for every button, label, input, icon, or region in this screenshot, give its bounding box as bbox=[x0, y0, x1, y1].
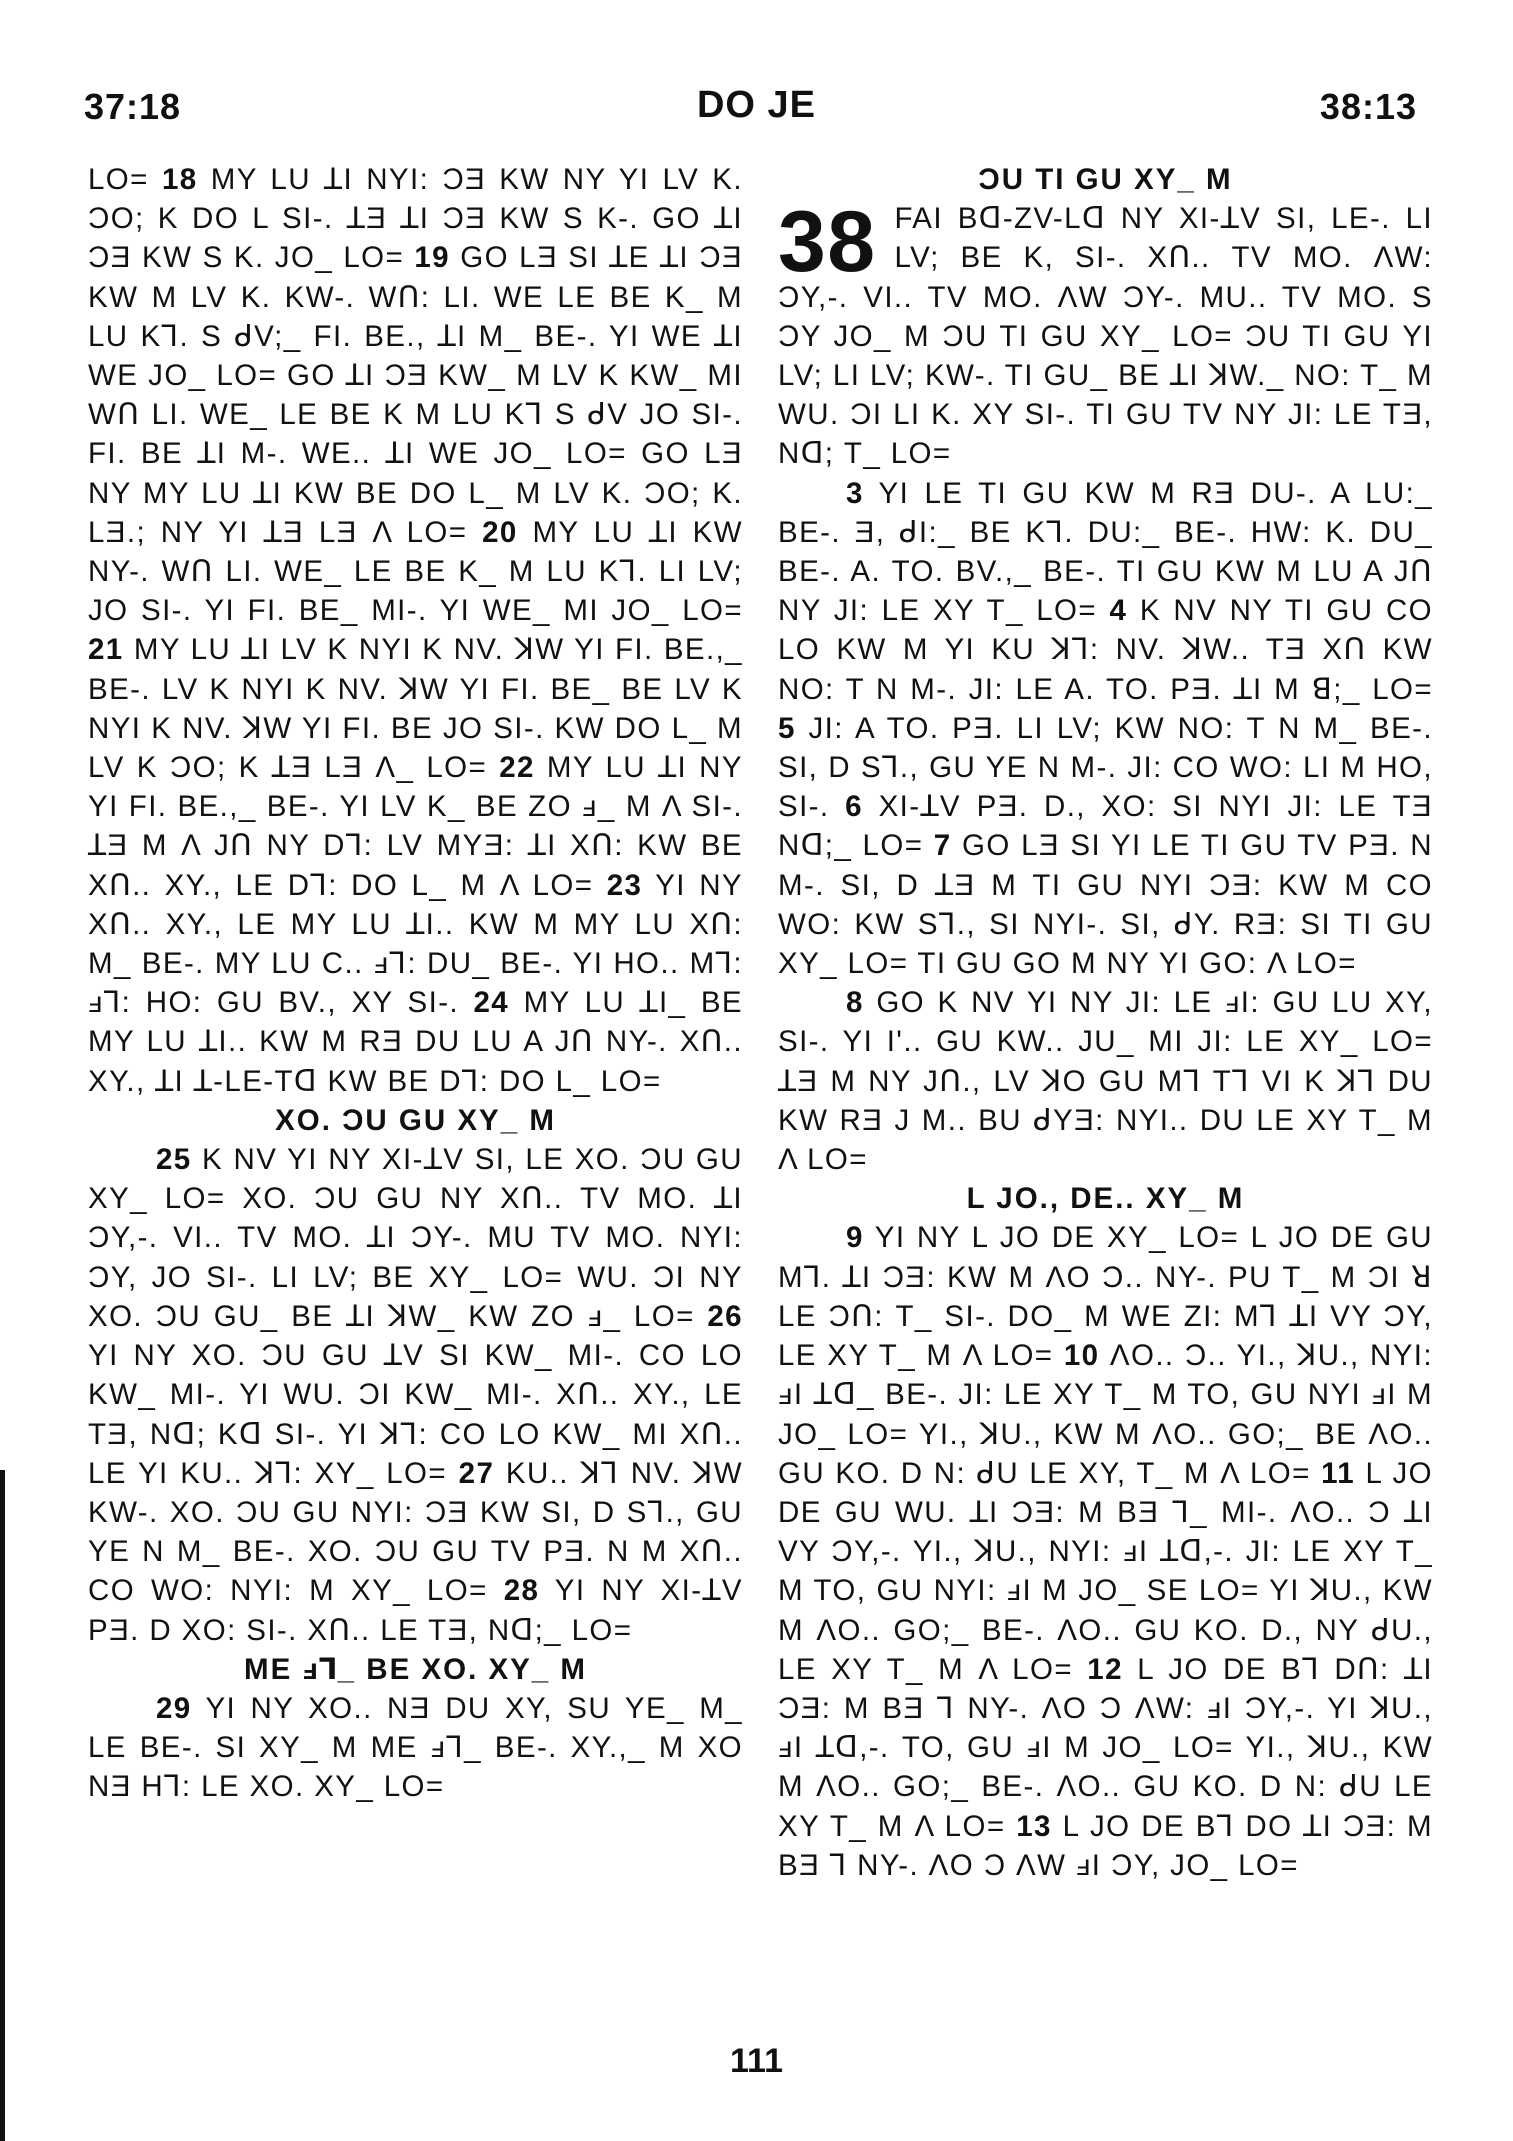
header-book-title: DO JE bbox=[696, 84, 817, 126]
text-run: K NV NY TI GU CO LO KW M YI KU ꓘ⅂: NV. ꓘW.. TƎ XՈ KW NO: T N M-. JI: LE A. TO. PƎ. ꓕI M ꓭ;_ LO= bbox=[778, 594, 1433, 706]
scan-edge-mark bbox=[0, 1470, 5, 2141]
text-run: K NV YI NY XI-ꓕV SI, LE XO. ƆU GU XY_ LO= XO. ƆU GU NY XՈ.. TV MO. ꓕI ƆY,-. VI.. TV MO. ꓕI ƆY-. MU TV MO. NYI: ƆY, JO SI-. LI LV; BE XY_ LO= WU. ƆI NY XO. ƆU GU_ BE ꓕI ꓘW_ KW ZO ⅎ_ LO= bbox=[88, 1143, 743, 1333]
verse-number: 3 bbox=[846, 476, 864, 510]
section-heading: L JO., DE.. XY_ M bbox=[966, 1182, 1245, 1216]
text-run: L JO DE B⅂ DO ꓕI ƆƎ: M BƎ ⅂ NY-. ΛO Ɔ ΛW ⅎI ƆY, JO_ LO= bbox=[778, 1809, 1433, 1882]
verse-number: 5 bbox=[778, 711, 796, 745]
verse-number: 23 bbox=[606, 868, 643, 902]
verse-number: 25 bbox=[156, 1143, 192, 1177]
header-right-reference: 38:13 bbox=[1319, 86, 1417, 127]
paragraph bbox=[778, 983, 1433, 1179]
left-column bbox=[88, 160, 743, 1807]
text-run: YI NY L JO DE XY_ LO= L JO DE GU M⅂. ꓕI ƆƎ: KW M ΛO Ɔ.. NY-. PU T_ M ƆI ꓤ LE ƆՈ: T_ SI-. DO_ M WE ZI: M⅂ ꓕI VY ƆY, LE XY T_ M Λ LO= bbox=[778, 1221, 1433, 1373]
paragraph bbox=[88, 1689, 743, 1807]
verse-number: 9 bbox=[846, 1221, 864, 1255]
text-run: YI NY XO. ƆU GU ꓕV SI KW_ MI-. CO LO KW_ MI-. YI WU. ƆI KW_ MI-. XՈ.. XY., LE TƎ, Nᗡ; Kᗡ SI-. YI ꓘ⅂: CO LO KW_ MI XՈ.. LE YI KU.. ꓘ⅂: XY_ LO= bbox=[88, 1339, 743, 1490]
chapter-number: 38 bbox=[778, 194, 877, 291]
text-run: MY LU ꓕI_ BE MY LU ꓕI.. KW M RƎ DU LU A JՈ NY-. XՈ.. XY., ꓕI ꓕ-LE-Tᗡ KW BE D⅂: DO L_ LO= bbox=[88, 986, 743, 1098]
verse-number: 21 bbox=[88, 633, 124, 667]
text-run: MY LU ꓕI LV K NYI K NV. ꓘW YI FI. BE.,_ BE-. LV K NYI K NV. ꓘW YI FI. BE_ BE LV K NYI K NV. ꓘW YI FI. BE JO SI-. KW DO L_ M LV K ƆO; K ꓕƎ LƎ Λ_ LO= bbox=[88, 633, 743, 785]
text-run: KU.. ꓘ⅂ NV. ꓘW KW-. XO. ƆU GU NYI: ƆƎ KW SI, D S⅂., GU YE N M_ BE-. XO. ƆU GU TV PƎ. N M XՈ.. CO WO: NYI: M XY_ LO= bbox=[88, 1456, 743, 1608]
paragraph bbox=[778, 194, 1433, 473]
verse-number: 10 bbox=[1063, 1339, 1100, 1373]
verse-number: 29 bbox=[156, 1691, 192, 1725]
text-run: L JO DE GU WU. ꓕI ƆƎ: M BƎ ⅂_ MI-. ΛO.. Ɔ ꓕI VY ƆY,-. YI., ꓘU., NYI: ⅎI ꓕᗡ,-. JI: LE XY T_ M TO, GU NYI: ⅎI M JO_ SE LO= YI ꓘU., KW M ΛO.. GO;_ BE-. ΛO.. GU KO. D., NY ᑯU., LE XY T_ M Λ LO= bbox=[778, 1456, 1433, 1686]
text-run: ΛO.. Ɔ.. YI., ꓘU., NYI: ⅎI ꓕᗡ_ BE-. JI: LE XY T_ M TO, GU NYI ⅎI M JO_ LO= YI., ꓘU., KW M ΛO.. GO;_ BE ΛO.. GU KO. D N: ᑯU LE XY, T_ M Λ LO= bbox=[778, 1339, 1433, 1490]
verse-number: 22 bbox=[499, 751, 535, 785]
paragraph bbox=[88, 1140, 743, 1650]
paragraph bbox=[778, 1218, 1433, 1884]
verse-number: 6 bbox=[845, 790, 863, 824]
text-run: YI NY XO.. NƎ DU XY, SU YE_ M_ LE BE-. SI XY_ M ME ⅎ⅂_ BE-. XY.,_ M XO NƎ H⅂: LE XO. XY_ LO= bbox=[88, 1691, 743, 1804]
verse-number: 19 bbox=[414, 241, 450, 275]
section-heading: XO. ƆU GU XY_ M bbox=[275, 1103, 556, 1137]
verse-number: 28 bbox=[503, 1574, 540, 1608]
text-run: LO= bbox=[88, 163, 149, 196]
text-run: L JO DE B⅂ DՈ: ꓕI ƆƎ: M BƎ ⅂ NY-. ΛO Ɔ ΛW: ⅎI ƆY,-. YI ꓘU., ⅎI ꓕᗡ,-. TO, GU ⅎI M JO_ LO= YI., ꓘU., KW M ΛO.. GO;_ BE-. ΛO.. GU KO. D N: ᑯU LE XY T_ M Λ LO= bbox=[778, 1652, 1433, 1843]
text-run: YI LE TI GU KW M RƎ DU-. A LU:_ BE-. Ǝ, ᑯI:_ BE K⅂. DU:_ BE-. HW: K. DU_ BE-. A. TO. BV.,_ BE-. TI GU KW M LU A JՈ NY JI: LE XY T_ LO= bbox=[778, 476, 1433, 628]
section-heading: ƆU TI GU XY_ M bbox=[978, 163, 1233, 196]
text-run: MY LU ꓕI KW NY-. WՈ LI. WE_ LE BE K_ M LU K⅂. LI LV; JO SI-. YI FI. BE_ MI-. YI WE_ MI JO_ LO= bbox=[88, 515, 743, 628]
text-run: YI NY XՈ.. XY., LE MY LU ꓕI.. KW M MY LU XՈ: M_ BE-. MY LU C.. ⅎ⅂: DU_ BE-. YI HO.. M⅂: ⅎ⅂: HO: GU BV., XY SI-. bbox=[88, 868, 743, 1020]
text-run: MY LU ꓕI NY YI FI. BE.,_ BE-. YI LV K_ BE ZO ⅎ_ M Λ SI-. ꓕƎ M Λ JՈ NY D⅂: LV MYƎ: ꓕI XՈ: KW BE XՈ.. XY., LE D⅂: DO L_ M Λ LO= bbox=[88, 751, 743, 902]
text-run: GO LƎ SI YI LE TI GU TV PƎ. N M-. SI, D ꓕƎ M TI GU NYI ƆƎ: KW M CO WO: KW S⅂., SI NYI-. SI, ᑯY. RƎ: SI TI GU XY_ LO= TI GU GO M NY YI GO: Λ LO= bbox=[778, 829, 1433, 981]
verse-number: 13 bbox=[1016, 1809, 1052, 1843]
verse-number: 8 bbox=[846, 986, 864, 1020]
verse-number: 24 bbox=[473, 986, 510, 1020]
header-left-reference: 37:18 bbox=[84, 86, 182, 127]
paragraph bbox=[778, 474, 1433, 984]
text-run: FAI Bᗡ-ZV-Lᗡ NY XI-ꓕV SI, LE-. LI LV; BE K, SI-. XՈ.. TV MO. ΛW: ƆY,-. VI.. TV MO. ΛW ƆY-. MU.. TV MO. S ƆY JO_ M ƆU TI GU XY_ LO= ƆU TI GU YI LV; LI LV; KW-. TI GU_ BE ꓕI ꓘW._ NO: T_ M WU. ƆI LI K. XY SI-. TI GU TV NY JI: LE TƎ, Nᗡ; T_ LO= bbox=[778, 202, 1433, 471]
text-run: JI: A TO. PƎ. LI LV; KW NO: T N M_ BE-. SI, D S⅂., GU YE N M-. JI: CO WO: LI M HO, SI-. bbox=[778, 711, 1433, 824]
text-run: GO LƎ SI ꓕE ꓕI ƆƎ KW M LV K. KW-. WՈ: LI. WE LE BE K_ M LU K⅂. S ᑯV;_ FI. BE., ꓕI M_ BE-. YI WE ꓕI WE JO_ LO= GO ꓕI ƆƎ KW_ M LV K KW_ MI WՈ LI. WE_ LE BE K M LU K⅂ S ᑯV JO SI-. FI. BE ꓕI M-. WE.. ꓕI WE JO_ LO= GO LƎ NY MY LU ꓕI KW BE DO L_ M LV K. ƆO; K. LƎ.; NY YI ꓕƎ LƎ Λ LO= bbox=[88, 241, 743, 549]
verse-number: 7 bbox=[933, 829, 952, 863]
text-run: XI-ꓕV PƎ. D., XO: SI NYI JI: LE TƎ Nᗡ;_ LO= bbox=[778, 790, 1433, 863]
verse-number: 26 bbox=[707, 1299, 743, 1333]
verse-number: 12 bbox=[1087, 1652, 1123, 1686]
page-number: 111 bbox=[730, 2042, 783, 2080]
verse-number: 20 bbox=[482, 515, 518, 549]
text-run: YI NY XI-ꓕV PƎ. D XO: SI-. XՈ.. LE TƎ, Nᗡ;_ LO= bbox=[88, 1574, 743, 1647]
paragraph bbox=[88, 160, 743, 1101]
right-column bbox=[778, 160, 1433, 1885]
verse-number: 4 bbox=[1109, 594, 1128, 628]
section-heading: ME ⅎ⅂_ BE XO. XY_ M bbox=[244, 1652, 587, 1686]
verse-number: 27 bbox=[458, 1456, 495, 1490]
verse-number: 18 bbox=[161, 163, 198, 196]
text-run: GO K NV YI NY JI: LE ⅎI: GU LU XY, SI-. YI I'.. GU KW.. JU_ MI JI: LE XY_ LO= ꓕƎ M NY JՈ., LV ꓘO GU M⅂ T⅂ VI K ꓘ⅂ DU KW RƎ J M.. BU ᑯYƎ: NYI.. DU LE XY T_ M Λ LO= bbox=[778, 986, 1433, 1177]
text-run: MY LU ꓕI NYI: ƆƎ KW NY YI LV K. ƆO; K DO L SI-. ꓕƎ ꓕI ƆƎ KW S K-. GO ꓕI ƆƎ KW S K. JO_ LO= bbox=[88, 163, 743, 275]
verse-number: 11 bbox=[1321, 1456, 1356, 1490]
